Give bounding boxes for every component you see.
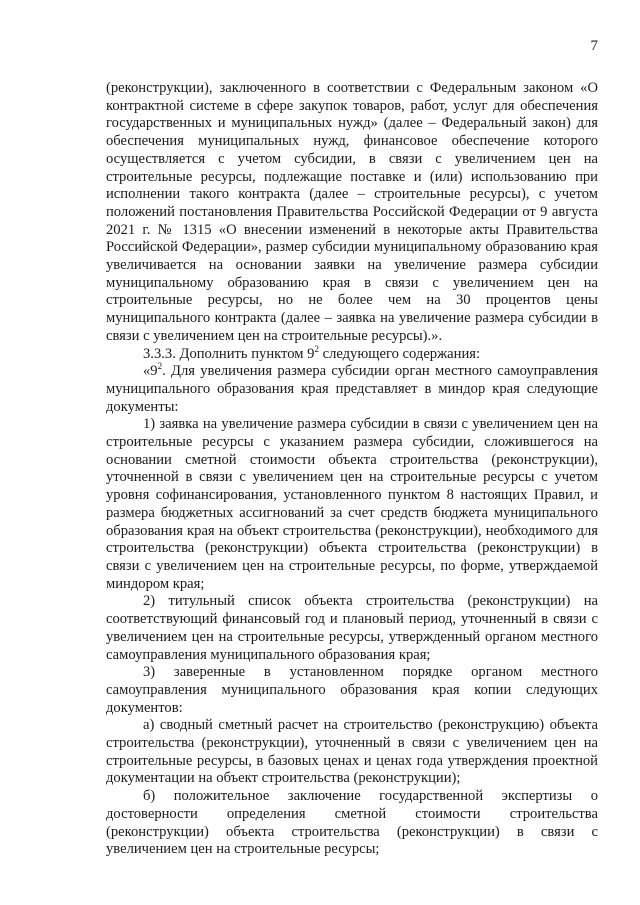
paragraph-continuation: (реконструкции), заключенного в соответствии с Федеральным законом «О контрактной системе в сфере закупок товаров, работ, услуг для обеспечения государственных и муниципальных нужд» (далее – Федеральный закон) для обеспечения муниципальных нужд, финансовое обеспечение которого осуществляется с учетом субсидии, в связи с увеличением цен на строительные ресурсы, подлежащие поставке и (или) использованию при исполнении такого контракта (далее – строительные ресурсы), с учетом положений постановления Правительства Российской Федерации от 9 августа 2021 г. № 1315 «О внесении изменений в некоторые акты Правительства Российской Федерации», размер субсидии муниципальному образованию края увеличивается на основании заявки на увеличение размера субсидии муниципальному образованию края в связи с увеличением цен на строительные ресурсы, но не более чем на 30 процентов цены муниципального контракта (далее – заявка на увеличение размера субсидии в связи с увеличением цен на строительные ресурсы).». — [106, 80, 598, 344]
list-item-1: 1) заявка на увеличение размера субсидии в связи с увеличением цен на строительные ресурсы с указанием размера субсидии, сложившегося на основании сметной стоимости объекта строительства (реконструкции), уточненной в связи с увеличением цен на строительные ресурсы с учетом уровня софинансирования, установленного пунктом 8 настоящих Правил, и размера бюджетных ассигнований за счет средств бюджета муниципального образования края на объект строительства (реконструкции), необходимого для строительства (реконструкции) объекта строительства (реконструкции) в связи с увеличением цен на строительные ресурсы, по форме, утверждаемой миндором края; — [106, 416, 598, 592]
sub-item-a: а) сводный сметный расчет на строительство (реконструкцию) объекта строительства (реконструкции), уточненный в связи с увеличением цен на строительные ресурсы, в базовых ценах и ценах года утверждения проектной документации на объект строительства (реконструкции); — [106, 717, 598, 787]
amendment-intro-tail: следующего содержания: — [318, 345, 481, 362]
document-body — [106, 80, 598, 859]
page-number: 7 — [590, 38, 598, 54]
point-text: . Для увеличения размера субсидии орган местного самоуправления муниципального образования края представляет в миндор края следующие документы: — [106, 363, 598, 415]
paragraph-amendment-intro — [106, 343, 598, 364]
list-item-3: 3) заверенные в установленном порядке органом местного самоуправления муниципального образования края копии следующих документов: — [106, 664, 598, 716]
paragraph-point-9-2 — [106, 363, 598, 416]
superscript: 2 — [314, 343, 319, 354]
sub-item-b: б) положительное заключение государственной экспертизы о достоверности определения сметной стоимости строительства (реконструкции) объекта строительства (реконструкции) в связи с увеличением цен на строительные ресурсы; — [106, 788, 598, 858]
superscript: 2 — [157, 361, 163, 372]
list-item-2: 2) титульный список объекта строительства (реконструкции) на соответствующий финансовый год и плановый период, уточненный в связи с увеличением цен на строительные ресурсы, утвержденный органом местного самоуправления муниципального образования края; — [106, 593, 598, 663]
amendment-intro-text: 3.3.3. Дополнить пунктом 9 — [143, 345, 315, 362]
point-number: «9 — [143, 363, 158, 380]
